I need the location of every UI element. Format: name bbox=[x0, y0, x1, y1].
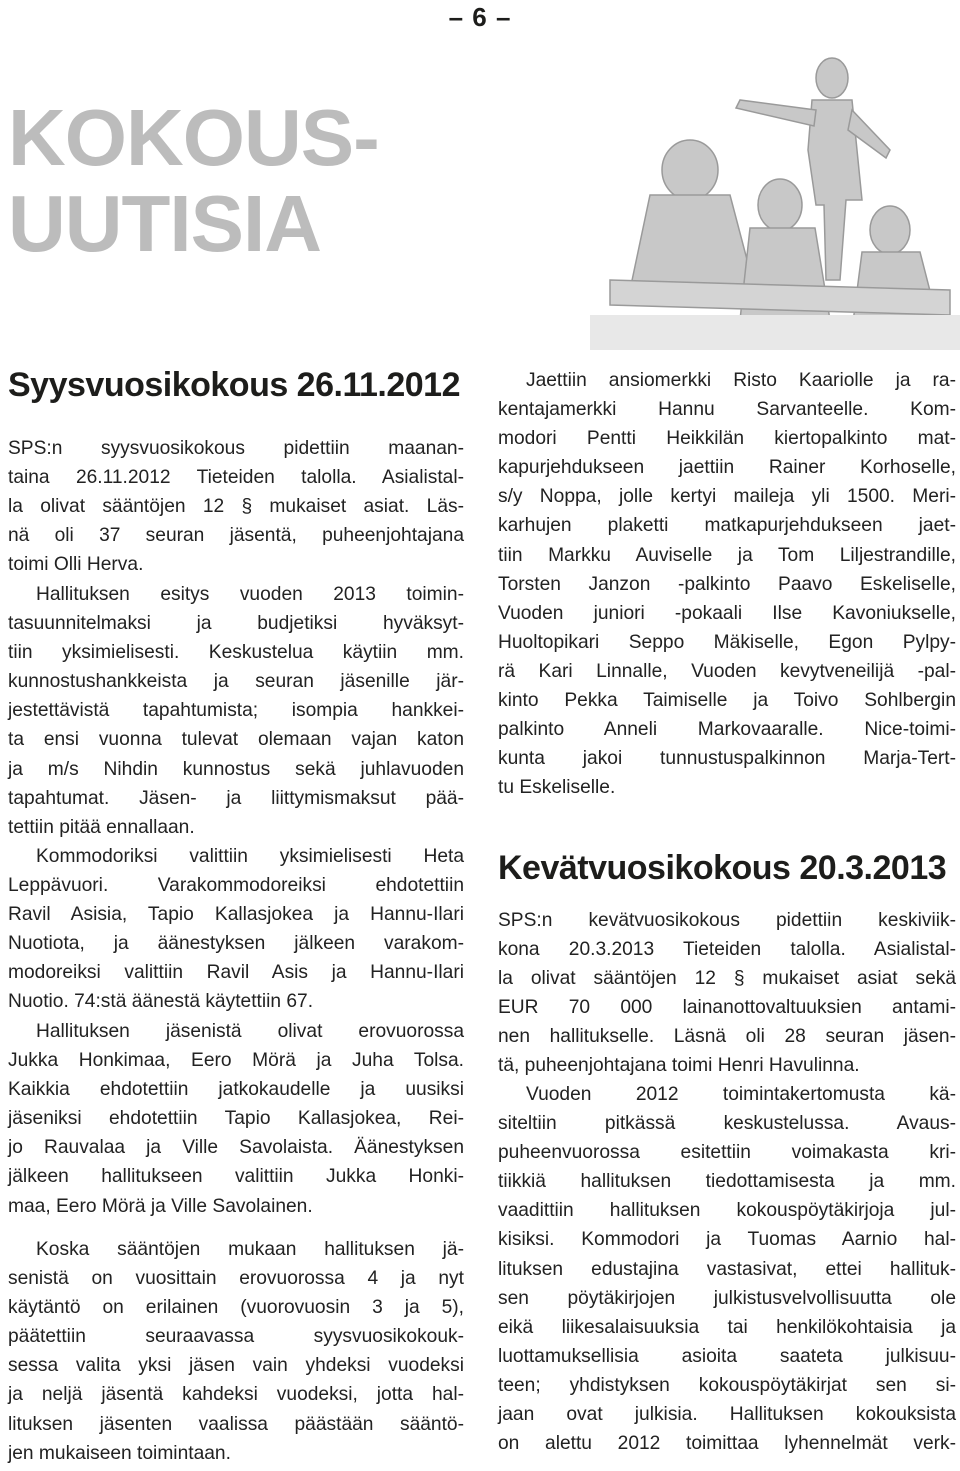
text-line: jälkeen hallitukseen valittiin Jukka Honki- bbox=[8, 1166, 464, 1188]
paragraph bbox=[498, 1080, 956, 1458]
paragraph bbox=[8, 1017, 464, 1221]
text-line: Nuotiota, ja äänestyksen jälkeen varakom- bbox=[8, 933, 464, 955]
text-line: Jaettiin ansiomerkki Risto Kaariolle ja ra- bbox=[526, 370, 956, 391]
text-line: kona 20.3.2013 Tieteiden talolla. Asialistal- bbox=[498, 939, 956, 961]
text-line: lituksen edustajina vastasivat, ettei hallituk- bbox=[498, 1258, 956, 1280]
text-line: sen pöytäkirjojen julkistusvelvollisuutta ole bbox=[498, 1287, 956, 1309]
text-line: Ravil Asisia, Tapio Kallasjokea ja Hannu-Ilari bbox=[8, 904, 464, 926]
text-line: la olivat sääntöjen 12 § mukaiset asiat. Läs- bbox=[8, 496, 464, 518]
paragraph bbox=[498, 366, 956, 802]
text-line: taina 26.11.2012 Tieteiden talolla. Asialistal- bbox=[8, 467, 464, 489]
paragraph bbox=[8, 580, 464, 842]
text-line: Vuoden 2012 toimintakertomusta kä- bbox=[526, 1084, 956, 1105]
text-line: kunta jakoi tunnustuspalkinnon Marja-Tert- bbox=[498, 748, 956, 770]
text-line: tiikkiä hallituksen tiedottamisesta ja mm. bbox=[498, 1171, 956, 1193]
text-line: jaan ovat julkisia. Hallituksen kokouksista bbox=[498, 1404, 956, 1426]
text-line: Jukka Honkimaa, Eero Mörä ja Juha Tolsa. bbox=[8, 1050, 464, 1072]
text-line: Kommodoriksi valittiin yksimielisesti Heta bbox=[36, 846, 464, 867]
text-line: nä oli 37 seuran jäsentä, puheenjohtajana bbox=[8, 525, 464, 547]
text-line: jen mukaiseen toimintaan. bbox=[8, 1442, 231, 1464]
text-line: karhujen plaketti matkapurjehdukseen jaet- bbox=[498, 515, 956, 537]
text-line: kisiksi. Kommodori ja Tuomas Aarnio hal- bbox=[498, 1229, 956, 1251]
text-line: sessa valita yksi jäsen vain yhdeksi vuodeksi bbox=[8, 1355, 464, 1377]
text-line: vaadittiin hallituksen kokouspöytäkirjoja jul- bbox=[498, 1200, 956, 1222]
text-line: päätettiin seuraavassa syysvuosikokouk- bbox=[8, 1326, 464, 1348]
text-line: tasuunnitelmaksi ja budjetiksi hyväksyt- bbox=[8, 613, 464, 635]
text-line: palkinto Anneli Markovaaralle. Nice-toimi- bbox=[498, 719, 956, 741]
text-line: modori Pentti Heikkilän kiertopalkinto mat- bbox=[498, 428, 956, 450]
text-line: kunnostushankkeista ja seuran jäsenille jär- bbox=[8, 671, 464, 693]
text-line: Hallituksen esitys vuoden 2013 toimin- bbox=[36, 584, 464, 605]
text-line: ja m/s Nihdin kunnostus sekä juhlavuoden bbox=[8, 758, 464, 780]
spring-meeting-heading: Kevätvuosikokous 20.3.2013 bbox=[498, 849, 947, 887]
text-line: Kaikkia ehdotettiin jatkokaudelle ja uusiksi bbox=[8, 1079, 464, 1101]
headline-line-2: UUTISIA bbox=[8, 179, 321, 268]
text-line: Torsten Janzon -palkinto Paavo Eskeliselle, bbox=[498, 573, 956, 595]
text-line: toimi Olli Herva. bbox=[8, 554, 144, 576]
text-line: tiin Markku Auviselle ja Tom Liljestrandille, bbox=[498, 544, 956, 566]
section-headline bbox=[8, 95, 379, 267]
text-line: nen hallitukselle. Läsnä oli 28 seuran jäsen- bbox=[498, 1026, 956, 1048]
text-line: jestettävistä tapahtumista; isompia hankkei- bbox=[8, 700, 464, 722]
autumn-meeting-heading: Syysvuosikokous 26.11.2012 bbox=[8, 366, 460, 404]
text-line: SPS:n kevätvuosikokous pidettiin keskiviik- bbox=[498, 910, 956, 931]
text-line: EUR 70 000 lainanottovaltuuksien antami- bbox=[498, 997, 956, 1019]
paragraph bbox=[498, 906, 956, 1081]
text-line: käytäntö on erilainen (vuorovuosin 3 ja 5), bbox=[8, 1297, 464, 1319]
text-line: kentajamerkki Hannu Sarvanteelle. Kom- bbox=[498, 399, 956, 421]
text-line: kapurjehdukseen jaettiin Rainer Korhoselle, bbox=[498, 457, 956, 479]
text-line: rä Kari Linnalle, Vuoden kevytveneilijä -pal- bbox=[498, 660, 956, 682]
text-line: Hallituksen jäsenistä olivat erovuorossa bbox=[36, 1021, 464, 1042]
text-line: Leppävuori. Varakommodoreiksi ehdotettiin bbox=[8, 875, 464, 897]
text-line: on alettu 2012 toimittaa lyhennelmät verk- bbox=[498, 1433, 956, 1455]
text-line: tu Eskeliselle. bbox=[498, 777, 616, 799]
text-line: Vuoden juniori -pokaali Ilse Kavoniukselle, bbox=[498, 602, 956, 624]
meeting-presentation-illustration bbox=[590, 30, 960, 350]
text-line: Koska sääntöjen mukaan hallituksen jä- bbox=[36, 1239, 464, 1260]
text-line: tä, puheenjohtajana toimi Henri Havulinna. bbox=[498, 1055, 860, 1077]
headline-line-1: KOKOUS- bbox=[8, 93, 379, 182]
paragraph bbox=[8, 434, 464, 579]
text-line: eikä liikesalaisuuksia tai henkilökohtaisia ja bbox=[498, 1316, 956, 1338]
text-line: senistä on vuosittain erovuorossa 4 ja nyt bbox=[8, 1268, 464, 1290]
text-line: la olivat sääntöjen 12 § mukaiset asiat sekä bbox=[498, 968, 956, 990]
text-line: puheenvuorossa esitettiin voimakasta kri- bbox=[498, 1142, 956, 1164]
page-number: – 6 – bbox=[448, 2, 512, 32]
text-line: lituksen jäsenten vaalissa päästään sääntö- bbox=[8, 1413, 464, 1435]
text-line: jo Rauvalaa ja Ville Savolaista. Äänestyksen bbox=[8, 1137, 464, 1159]
text-line: tiin yksimielisesti. Keskustelua käytiin mm. bbox=[8, 642, 464, 664]
paragraph bbox=[8, 1235, 464, 1468]
text-line: ta ensi vuonna tulevat olemaan vajan katon bbox=[8, 729, 464, 751]
text-line: ja neljä jäsentä kahdeksi vuodeksi, jotta hal- bbox=[8, 1384, 464, 1406]
text-line: siteltiin pitkässä keskustelussa. Avaus- bbox=[498, 1113, 956, 1135]
text-line: maa, Eero Mörä ja Ville Savolainen. bbox=[8, 1195, 313, 1217]
text-line: luottamuksellisia asioita saateta julkisuu- bbox=[498, 1345, 956, 1367]
text-line: kinto Pekka Taimiselle ja Toivo Sohlbergin bbox=[498, 690, 956, 712]
text-line: tettiin pitää ennallaan. bbox=[8, 816, 195, 838]
text-line: Huoltopikari Seppo Mäkiselle, Egon Pylpy- bbox=[498, 631, 956, 653]
text-line: modoreiksi valittiin Ravil Asis ja Hannu-Ilari bbox=[8, 962, 464, 984]
text-line: tapahtumat. Jäsen- ja liittymismaksut pää- bbox=[8, 787, 464, 809]
text-line: teen; yhdistyksen kokouspöytäkirjat sen si- bbox=[498, 1374, 956, 1396]
text-line: SPS:n syysvuosikokous pidettiin maanan- bbox=[8, 438, 464, 459]
text-line: Nuotio. 74:stä äänestä käytettiin 67. bbox=[8, 991, 314, 1013]
text-line: s/y Noppa, jolle kertyi maileja yli 1500. Meri- bbox=[498, 486, 956, 508]
paragraph bbox=[8, 842, 464, 1017]
text-line: jäseniksi ehdotettiin Tapio Kallasjokea, Rei- bbox=[8, 1108, 464, 1130]
